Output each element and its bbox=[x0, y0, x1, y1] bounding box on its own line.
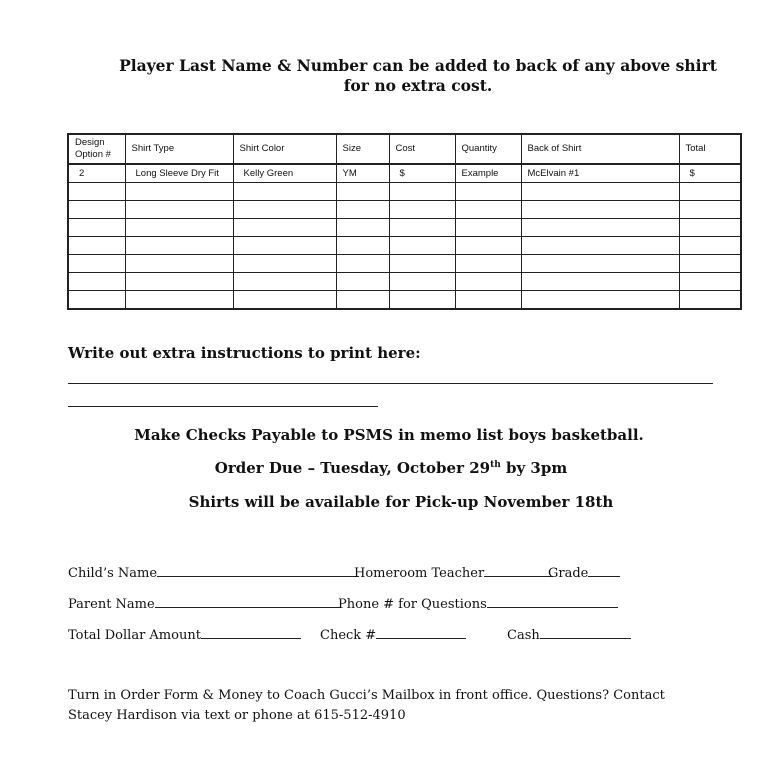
total-dollar-field bbox=[68, 626, 301, 643]
header-total: Total bbox=[679, 134, 741, 164]
total-dollar-blank[interactable] bbox=[201, 626, 301, 639]
cell-design-option[interactable]: 2 bbox=[68, 164, 125, 183]
child-name-field bbox=[68, 564, 359, 581]
cell-shirt-color[interactable] bbox=[233, 183, 336, 201]
header-cost: Cost bbox=[389, 134, 455, 164]
phone-label: Phone # for Questions bbox=[338, 597, 487, 612]
instructions-line-1[interactable] bbox=[68, 383, 713, 384]
phone-blank[interactable] bbox=[487, 595, 618, 608]
cell-design-option[interactable] bbox=[68, 273, 125, 291]
cell-shirt-type[interactable] bbox=[125, 237, 233, 255]
table-row bbox=[68, 219, 741, 237]
cash-field bbox=[507, 626, 631, 643]
cell-back-of-shirt[interactable] bbox=[521, 219, 679, 237]
cell-size[interactable] bbox=[336, 183, 389, 201]
order-due-prefix: Order Due – Tuesday, October 29 bbox=[214, 459, 491, 477]
parent-name-label: Parent Name bbox=[68, 597, 155, 612]
phone-field bbox=[338, 595, 618, 612]
extra-instructions-heading: Write out extra instructions to print here: bbox=[68, 344, 421, 362]
cell-shirt-color[interactable]: Kelly Green bbox=[233, 164, 336, 183]
cell-quantity[interactable] bbox=[455, 273, 521, 291]
header-shirt-type: Shirt Type bbox=[125, 134, 233, 164]
cell-total[interactable] bbox=[679, 291, 741, 310]
header-shirt-color: Shirt Color bbox=[233, 134, 336, 164]
header-size: Size bbox=[336, 134, 389, 164]
parent-name-field bbox=[68, 595, 341, 612]
cell-design-option[interactable] bbox=[68, 183, 125, 201]
order-due-superscript: th bbox=[490, 460, 501, 470]
order-due-suffix: by 3pm bbox=[500, 459, 568, 477]
cell-shirt-color[interactable] bbox=[233, 201, 336, 219]
cell-shirt-type[interactable] bbox=[125, 273, 233, 291]
cell-shirt-color[interactable] bbox=[233, 219, 336, 237]
cash-label: Cash bbox=[507, 628, 540, 643]
cell-cost[interactable] bbox=[389, 237, 455, 255]
cell-quantity[interactable] bbox=[455, 219, 521, 237]
table-row bbox=[68, 255, 741, 273]
cell-total[interactable] bbox=[679, 219, 741, 237]
grade-label: Grade bbox=[548, 566, 589, 581]
cell-total[interactable] bbox=[679, 183, 741, 201]
table-row bbox=[68, 273, 741, 291]
table-row bbox=[68, 291, 741, 310]
pickup-date-line: Shirts will be available for Pick-up November 18th bbox=[188, 493, 614, 511]
check-label: Check # bbox=[320, 628, 377, 643]
cell-back-of-shirt[interactable]: McElvain #1 bbox=[521, 164, 679, 183]
cell-cost[interactable] bbox=[389, 255, 455, 273]
table-row bbox=[68, 237, 741, 255]
cell-size[interactable] bbox=[336, 255, 389, 273]
cell-design-option[interactable] bbox=[68, 201, 125, 219]
cell-size[interactable] bbox=[336, 273, 389, 291]
cell-shirt-type[interactable]: Long Sleeve Dry Fit bbox=[125, 164, 233, 183]
cell-quantity[interactable] bbox=[455, 237, 521, 255]
order-table bbox=[67, 133, 742, 310]
cell-shirt-color[interactable] bbox=[233, 273, 336, 291]
cell-shirt-type[interactable] bbox=[125, 201, 233, 219]
cell-total[interactable] bbox=[679, 237, 741, 255]
cell-total[interactable] bbox=[679, 201, 741, 219]
cell-shirt-type[interactable] bbox=[125, 291, 233, 310]
cell-back-of-shirt[interactable] bbox=[521, 291, 679, 310]
cell-design-option[interactable] bbox=[68, 291, 125, 310]
table-row bbox=[68, 183, 741, 201]
cash-blank[interactable] bbox=[540, 626, 631, 639]
cell-back-of-shirt[interactable] bbox=[521, 237, 679, 255]
check-blank[interactable] bbox=[376, 626, 466, 639]
cell-size[interactable]: YM bbox=[336, 164, 389, 183]
cell-shirt-color[interactable] bbox=[233, 237, 336, 255]
cell-quantity[interactable] bbox=[455, 291, 521, 310]
cell-cost[interactable] bbox=[389, 201, 455, 219]
cell-cost[interactable]: $ bbox=[389, 164, 455, 183]
cell-cost[interactable] bbox=[389, 219, 455, 237]
shirt-name-number-notice: Player Last Name & Number can be added to back of any above shirt for no extra cost. bbox=[119, 56, 717, 95]
table-row bbox=[68, 164, 741, 183]
cell-design-option[interactable] bbox=[68, 255, 125, 273]
instructions-line-2[interactable] bbox=[68, 406, 378, 407]
child-name-label: Child’s Name bbox=[68, 566, 158, 581]
cell-cost[interactable] bbox=[389, 291, 455, 310]
cell-size[interactable] bbox=[336, 291, 389, 310]
homeroom-teacher-label: Homeroom Teacher bbox=[354, 566, 485, 581]
cell-quantity[interactable] bbox=[455, 201, 521, 219]
cell-shirt-color[interactable] bbox=[233, 291, 336, 310]
cell-total[interactable]: $ bbox=[679, 164, 741, 183]
cell-size[interactable] bbox=[336, 219, 389, 237]
table-row bbox=[68, 201, 741, 219]
cell-back-of-shirt[interactable] bbox=[521, 201, 679, 219]
cell-size[interactable] bbox=[336, 237, 389, 255]
order-due-line bbox=[7, 459, 768, 477]
cell-total[interactable] bbox=[679, 255, 741, 273]
homeroom-teacher-field bbox=[354, 564, 553, 581]
cell-quantity[interactable] bbox=[455, 255, 521, 273]
cell-quantity[interactable] bbox=[455, 183, 521, 201]
cell-design-option[interactable] bbox=[68, 237, 125, 255]
grade-field bbox=[548, 564, 620, 581]
cell-shirt-type[interactable] bbox=[125, 255, 233, 273]
checks-payable-line: Make Checks Payable to PSMS in memo list boys basketball. bbox=[134, 426, 644, 444]
cell-shirt-type[interactable] bbox=[125, 219, 233, 237]
cell-cost[interactable] bbox=[389, 273, 455, 291]
cell-back-of-shirt[interactable] bbox=[521, 255, 679, 273]
check-field bbox=[320, 626, 466, 643]
homeroom-teacher-blank[interactable] bbox=[484, 564, 553, 577]
cell-quantity[interactable]: Example bbox=[455, 164, 521, 183]
grade-blank[interactable] bbox=[588, 564, 620, 577]
cell-total[interactable] bbox=[679, 273, 741, 291]
cell-shirt-type[interactable] bbox=[125, 183, 233, 201]
header-back-of-shirt: Back of Shirt bbox=[521, 134, 679, 164]
child-name-blank[interactable] bbox=[157, 564, 359, 577]
total-dollar-label: Total Dollar Amount bbox=[68, 628, 201, 643]
cell-size[interactable] bbox=[336, 201, 389, 219]
cell-cost[interactable] bbox=[389, 183, 455, 201]
header-quantity: Quantity bbox=[455, 134, 521, 164]
table-header-row bbox=[68, 134, 741, 164]
cell-shirt-color[interactable] bbox=[233, 255, 336, 273]
header-design-option: Design Option # bbox=[68, 134, 125, 164]
turn-in-instructions: Turn in Order Form & Money to Coach Gucci’s Mailbox in front office. Questions? Contact Stacey Hardison via text or phone at 615-512-4910 bbox=[68, 688, 665, 723]
cell-back-of-shirt[interactable] bbox=[521, 183, 679, 201]
parent-name-blank[interactable] bbox=[155, 595, 341, 608]
cell-back-of-shirt[interactable] bbox=[521, 273, 679, 291]
cell-design-option[interactable] bbox=[68, 219, 125, 237]
